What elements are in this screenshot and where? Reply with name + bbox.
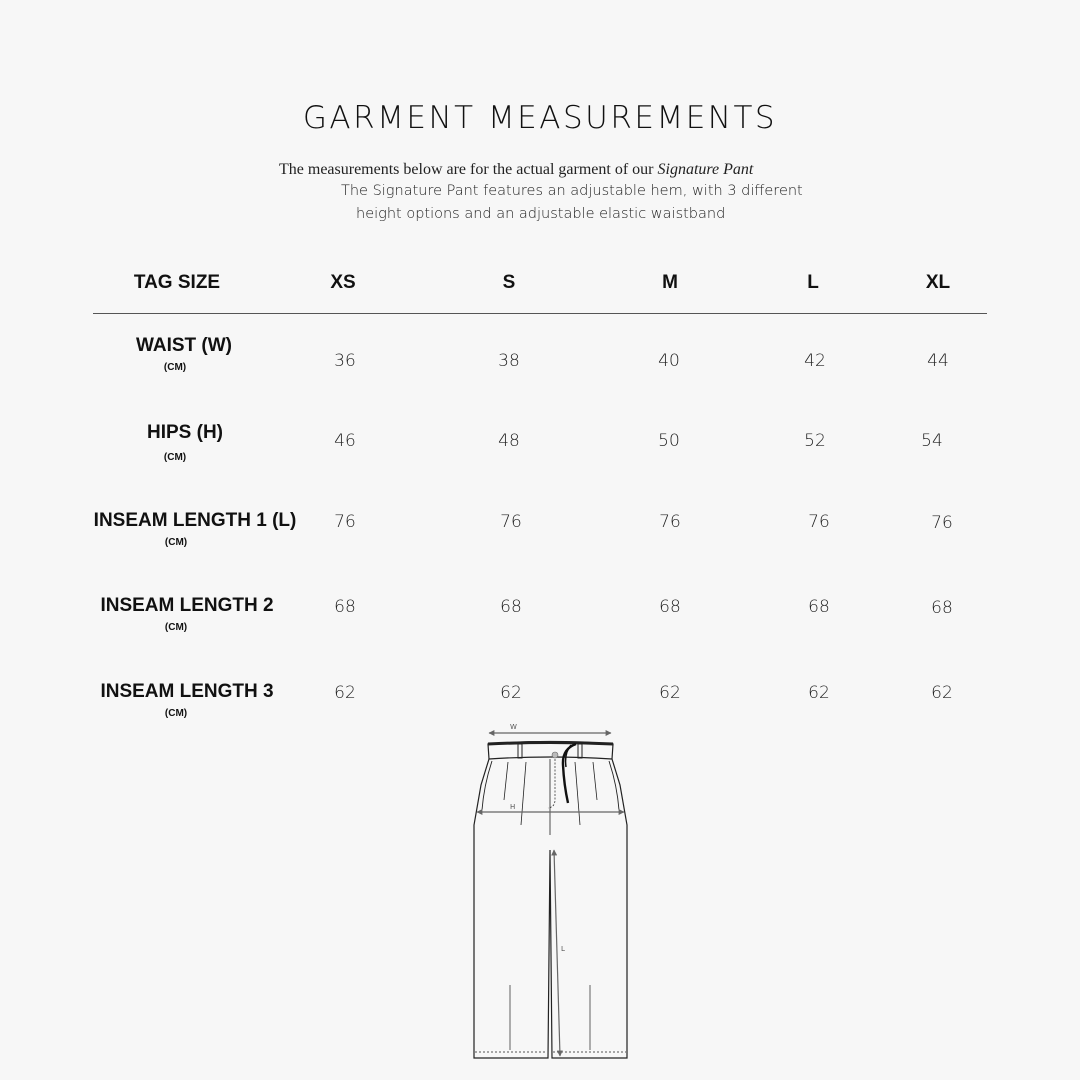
- cell-waist-m: 40: [658, 351, 680, 371]
- waist-marker: W: [510, 723, 517, 731]
- cell-inseam3-m: 62: [659, 683, 681, 703]
- cell-waist-xs: 36: [334, 351, 356, 371]
- cell-hips-xl: 54: [921, 431, 943, 451]
- pants-diagram: [460, 715, 640, 1065]
- hips-marker: H: [510, 803, 516, 811]
- cell-inseam3-s: 62: [500, 683, 522, 703]
- cell-inseam1-m: 76: [659, 512, 681, 532]
- size-header-xl: XL: [925, 272, 951, 293]
- cell-inseam3-xs: 62: [334, 683, 356, 703]
- cell-hips-xs: 46: [334, 431, 356, 451]
- cell-inseam2-m: 68: [659, 597, 681, 617]
- intro-line-1-prefix: The measurements below are for the actual garment of our: [279, 161, 658, 178]
- pants-outline: [474, 742, 627, 1059]
- length-marker: L: [561, 945, 565, 953]
- row-label-inseam-1: INSEAM LENGTH 1 (L): [93, 510, 297, 531]
- cell-inseam1-s: 76: [500, 512, 522, 532]
- tag-size-header: TAG SIZE: [133, 272, 221, 293]
- cell-hips-l: 52: [804, 431, 826, 451]
- cell-inseam1-l: 76: [808, 512, 830, 532]
- size-header-l: L: [807, 272, 819, 293]
- row-unit-hips: (CM): [163, 452, 187, 463]
- cell-hips-m: 50: [658, 431, 680, 451]
- intro-line-1: [279, 161, 753, 179]
- row-label-inseam-2: INSEAM LENGTH 2: [100, 595, 274, 616]
- cell-inseam1-xs: 76: [334, 512, 356, 532]
- intro-product-name: Signature Pant: [657, 161, 754, 178]
- cell-inseam2-xl: 68: [931, 598, 953, 618]
- intro-line-2: The Signature Pant features an adjustable hem, with 3 different: [341, 183, 803, 199]
- cell-inseam2-l: 68: [808, 597, 830, 617]
- cell-waist-s: 38: [498, 351, 520, 371]
- row-unit-inseam-3: (CM): [164, 708, 188, 719]
- row-label-inseam-3: INSEAM LENGTH 3: [100, 681, 274, 702]
- cell-inseam1-xl: 76: [931, 513, 953, 533]
- header-divider: [93, 313, 987, 314]
- size-header-m: M: [662, 272, 678, 293]
- row-unit-inseam-2: (CM): [164, 622, 188, 633]
- cell-waist-l: 42: [804, 351, 826, 371]
- waist-button: [552, 752, 558, 758]
- cell-inseam3-xl: 62: [931, 683, 953, 703]
- row-unit-inseam-1: (CM): [164, 537, 188, 548]
- cell-hips-s: 48: [498, 431, 520, 451]
- row-label-hips: HIPS (H): [147, 422, 223, 443]
- size-header-xs: XS: [330, 272, 356, 293]
- cell-inseam2-xs: 68: [334, 597, 356, 617]
- cell-inseam3-l: 62: [808, 683, 830, 703]
- cell-inseam2-s: 68: [500, 597, 522, 617]
- row-unit-waist: (CM): [163, 362, 187, 373]
- cell-waist-xl: 44: [927, 351, 949, 371]
- row-label-waist: WAIST (W): [135, 335, 233, 356]
- inseam-arrow: [554, 850, 560, 1056]
- intro-line-3: height options and an adjustable elastic waistband: [356, 206, 726, 222]
- size-header-s: S: [502, 272, 516, 293]
- page-title: GARMENT MEASUREMENTS: [302, 100, 778, 136]
